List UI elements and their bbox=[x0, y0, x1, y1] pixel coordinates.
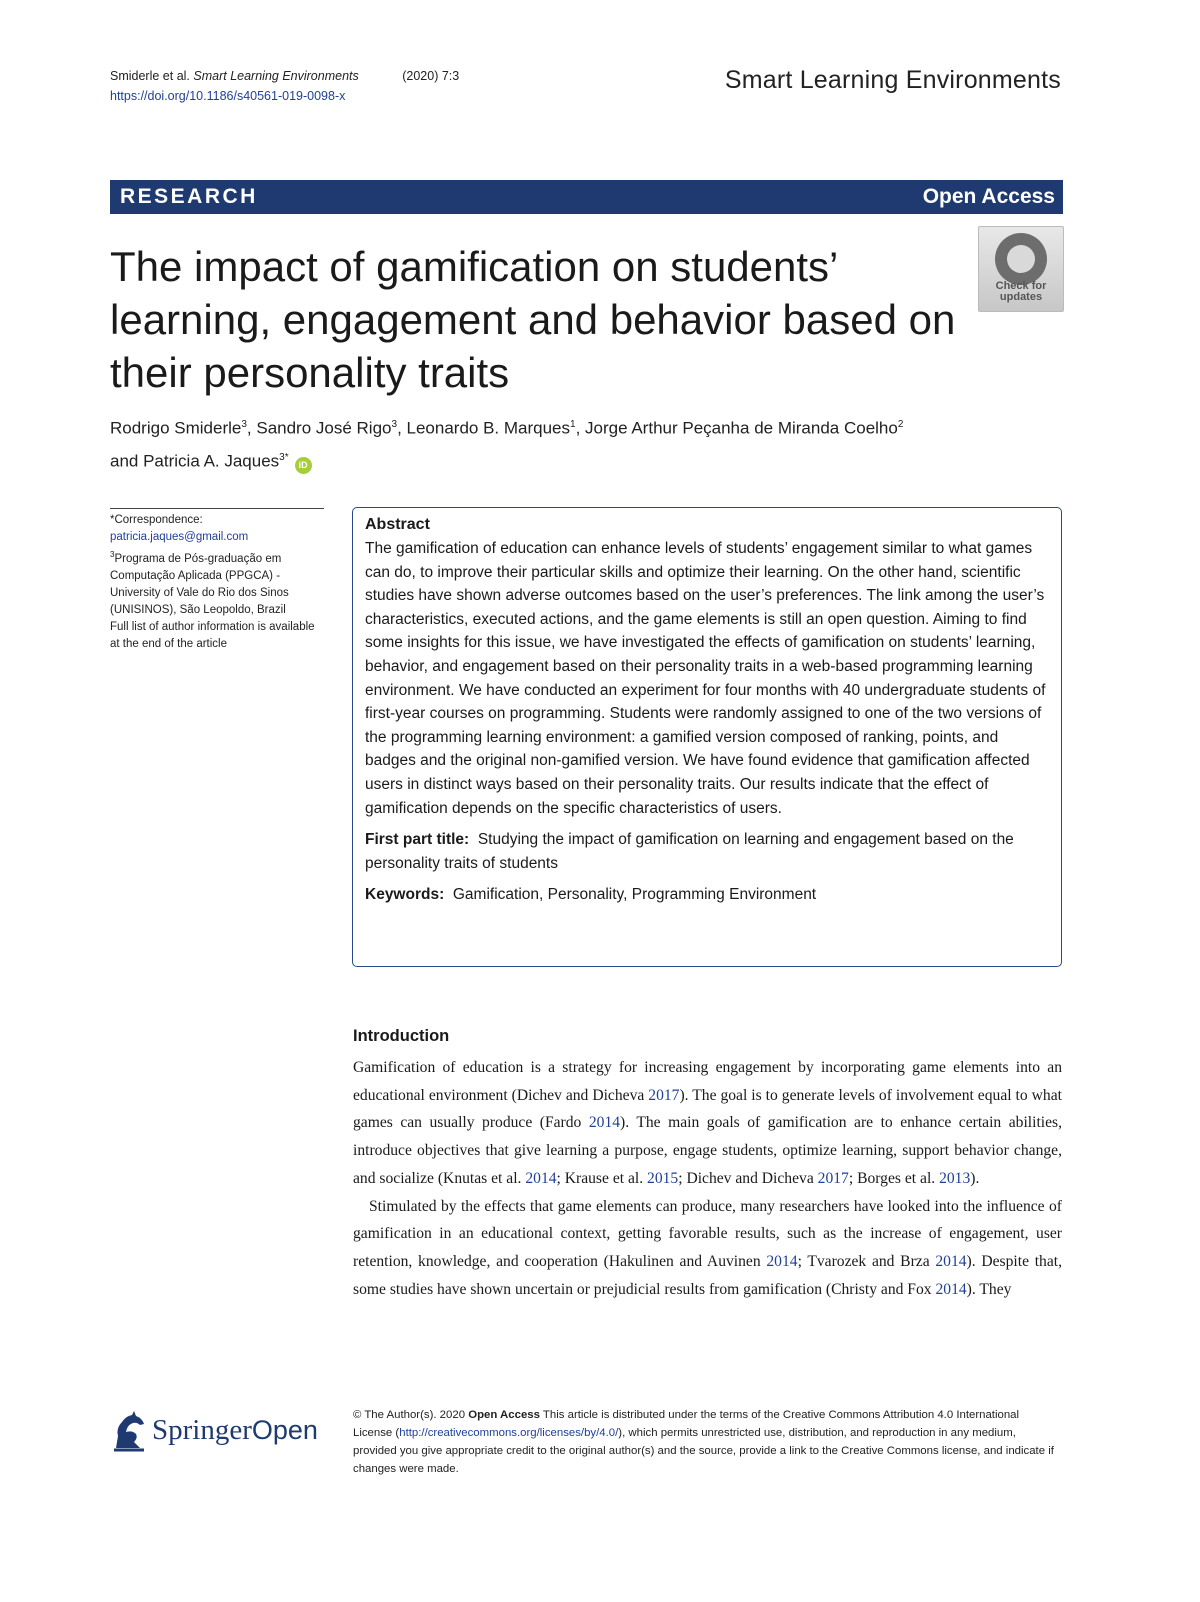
check-for-updates-badge[interactable] bbox=[978, 226, 1064, 312]
journal-name: Smart Learning Environments bbox=[724, 66, 1061, 94]
author-name: Patricia A. Jaques bbox=[143, 451, 280, 471]
springer-open-logo bbox=[110, 1408, 340, 1458]
citation-link[interactable]: 2014 bbox=[935, 1252, 967, 1270]
abstract-box bbox=[352, 507, 1062, 967]
keywords: Keywords: Gamification, Personality, Programming Environment bbox=[365, 886, 817, 904]
citation-link[interactable]: 2014 bbox=[766, 1252, 798, 1270]
introduction-body bbox=[353, 1054, 1062, 1303]
citation-link[interactable]: 2015 bbox=[647, 1169, 679, 1187]
article-title: The impact of gamification on students’ learning, engagement and behavior based on their personality traits bbox=[110, 243, 956, 396]
citation-link[interactable]: 2014 bbox=[588, 1114, 621, 1132]
introduction-heading: Introduction bbox=[353, 1027, 450, 1045]
author-name: Sandro José Rigo bbox=[256, 418, 392, 438]
author-list: Rodrigo Smiderle$^3$, Sandro José Rigo$^3$, Leonardo B. Marques$^1$, Jorge Arthur Peçanha de Miranda Coelho$^2$ and Patricia A. Jaques$^{3*}$iD bbox=[110, 410, 1070, 475]
first-part-title: First part title: Studying the impact of gamification on learning and engagement based on the personality traits of students bbox=[365, 831, 1014, 872]
license-link[interactable]: http://creativecommons.org/licenses/by/4.0/ bbox=[399, 1427, 619, 1439]
citation-link[interactable]: 2014 bbox=[525, 1169, 557, 1187]
check-for-updates-icon bbox=[995, 233, 1047, 285]
springer-open-wordmark: SpringerOpen bbox=[152, 1414, 318, 1446]
header-year-volume: (2020) 7:3 bbox=[402, 69, 460, 83]
citation-link[interactable]: 2017 bbox=[648, 1086, 680, 1104]
affiliation: Programa de Pós-graduação em Computação Aplicada (PPGCA) - University of Vale do Rio dos Sinos (UNISINOS), São Leopoldo, Brazil bbox=[110, 552, 289, 616]
author-name: Rodrigo Smiderle bbox=[110, 418, 242, 438]
citation-link[interactable]: 2014 bbox=[935, 1280, 967, 1298]
orcid-icon[interactable]: iD bbox=[295, 457, 312, 474]
header-journal-short: Smart Learning Environments bbox=[193, 69, 359, 83]
correspondence-email[interactable]: patricia.jaques@gmail.com bbox=[110, 531, 249, 543]
running-header bbox=[110, 66, 459, 106]
correspondence-note: *Correspondence: patricia.jaques@gmail.com $^3$Programa de Pós-graduação em Computação Aplicada (PPGCA) - University of Vale do Rio dos Sinos (UNISINOS), São Leopoldo, Brazil Full list of author information is available at the end of the article bbox=[110, 508, 324, 653]
citation-link[interactable]: 2017 bbox=[817, 1169, 849, 1187]
abstract-body: The gamification of education can enhance levels of students’ engagement similar to what games can do, to improve their particular skills and optimize their learning. On the other hand, scientific studies have shown adverse outcomes based on the user’s preferences. The link among the user’s characteristics, executed actions, and the game elements is still an open question. Aiming to find some insights for this issue, we have investigated the effects of gamification on students’ learning, behavior, and engagement based on their personality traits in a web-based programming learning environment. We have conducted an experiment for four months with 40 undergraduate students of first-year courses on programming. Students were randomly assigned to one of the two versions of the programming learning environment: a gamified version composed of ranking, points, and badges and the original non-gamified version. We have found evidence that gamification affected users in distinct ways based on their personality traits. Our results indicate that the effect of gamification depends on the specific characteristics of users. bbox=[365, 540, 1046, 817]
article-type-bar bbox=[110, 180, 1063, 214]
paragraph: Stimulated by the effects that game elements can produce, many researchers have looked into the influence of gamification in an educational context, getting favorable results, such as the increase of engagement, user retention, knowledge, and cooperation (Hakulinen and Auvinen 2014; Tvarozek and Brza 2014). Despite that, some studies have shown uncertain or prejudicial results from gamification (Christy and Fox 2014). They bbox=[353, 1197, 1063, 1298]
abstract-heading: Abstract bbox=[365, 516, 430, 533]
springer-horse-icon bbox=[110, 1410, 148, 1452]
open-access-label: Open Access bbox=[922, 185, 1055, 208]
paragraph: Gamification of education is a strategy for increasing engagement by incorporating game elements into an educational environment (Dichev and Dicheva 2017). The goal is to generate levels of involvement equal to what games can usually produce (Fardo 2014). The main goals of gamification are to enhance certain abilities, introduce objectives that give learning a purpose, engage students, optimize learning, support behavior change, and socialize (Knutas et al. 2014; Krause et al. 2015; Dichev and Dicheva 2017; Borges et al. 2013). bbox=[353, 1059, 1062, 1187]
author-name: Jorge Arthur Peçanha de Miranda Coelho bbox=[585, 418, 898, 438]
article-type-label: RESEARCH bbox=[120, 185, 258, 208]
citation-link[interactable]: 2013 bbox=[939, 1169, 971, 1187]
author-info-note: Full list of author information is available at the end of the article bbox=[110, 620, 315, 650]
doi-link[interactable]: https://doi.org/10.1186/s40561-019-0098-x bbox=[110, 89, 346, 103]
header-authors: Smiderle et al. bbox=[110, 69, 190, 83]
check-for-updates-label: Check for updates bbox=[995, 280, 1047, 303]
correspondence-label: *Correspondence: bbox=[110, 514, 203, 526]
license-statement: © The Author(s). 2020 Open Access This article is distributed under the terms of the Creative Commons Attribution 4.0 International License (http://creativecommons.org/licenses/by/4.0/), which permits unrestricted use, distribution, and reproduction in any medium, provided you give appropriate credit to the original author(s) and the source, provide a link to the Creative Commons license, and indicate if changes were made. bbox=[353, 1409, 1054, 1475]
author-name: Leonardo B. Marques bbox=[406, 418, 571, 438]
